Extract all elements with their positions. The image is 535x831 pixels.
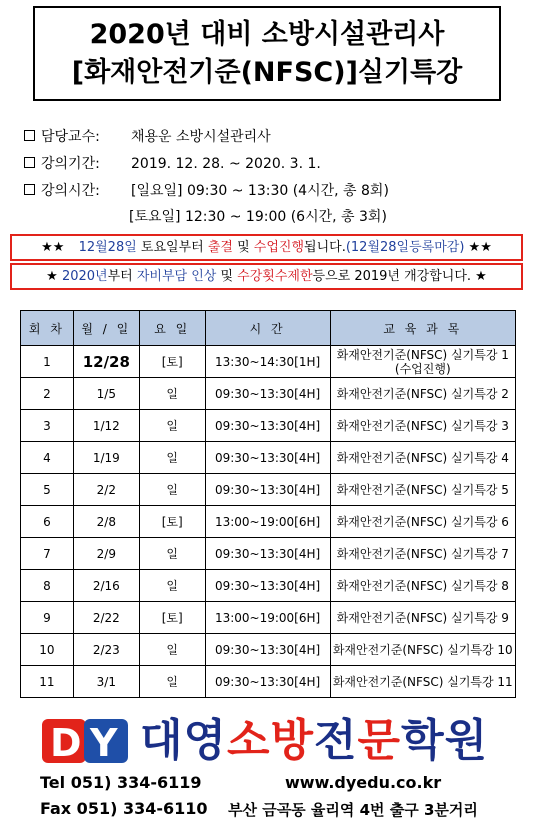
cell-date: 3/1: [73, 666, 139, 698]
subject-text: 화재안전기준(NFSC) 실기특강 9: [336, 611, 509, 625]
cell-subject: [330, 666, 515, 698]
subject-text: 화재안전기준(NFSC) 실기특강 2: [336, 387, 509, 401]
info-period: 강의기간: 2019. 12. 28. ~ 2020. 3. 1.: [24, 153, 321, 173]
cell-subject: [330, 570, 515, 602]
cell-date: 1/19: [73, 442, 139, 474]
table-row: [21, 474, 516, 506]
subject-text: 화재안전기준(NFSC) 실기특강 10: [332, 643, 513, 657]
contact-address: 부산 금곡동 율리역 4번 출구 3분거리: [228, 801, 478, 819]
info-professor: 담당교수: 채용운 소방시설관리사: [24, 126, 271, 146]
cell-session: 11: [21, 666, 74, 698]
subject-note: (수업진행): [394, 361, 451, 376]
square-bullet-icon: [24, 157, 35, 168]
info-time: 강의시간: [일요일] 09:30 ~ 13:30 (4시간, 총 8회): [24, 180, 389, 200]
subject-text: 화재안전기준(NFSC) 실기특강 5: [336, 483, 509, 497]
cell-date: 1/12: [73, 410, 139, 442]
cell-session: 4: [21, 442, 74, 474]
cell-session: 10: [21, 634, 74, 666]
title-line-1: 2020년 대비 소방시설관리사: [89, 19, 445, 50]
contact-fax: Fax 051) 334-6110: [40, 799, 208, 818]
cell-subject: [330, 410, 515, 442]
cell-date: 12/28: [73, 346, 139, 378]
cell-day: 일: [139, 666, 205, 698]
cell-time: 13:00~19:00[6H]: [205, 506, 330, 538]
cell-date: 1/5: [73, 378, 139, 410]
cell-subject: [330, 346, 515, 378]
notice-banner-start: ★★ 12월28일 토요일부터 출결 및 수업진행됩니다.(12월28일등록마감) ★★: [10, 234, 523, 261]
table-row: [21, 666, 516, 698]
svg-text:D: D: [50, 721, 82, 765]
notice-banner-price: ★ 2020년부터 자비부담 인상 및 수강횟수제한등으로 2019년 개강합니다. ★: [10, 263, 523, 290]
cell-subject: [330, 634, 515, 666]
header-session: 회 차: [21, 311, 74, 346]
cell-subject: [330, 506, 515, 538]
subject-text: 화재안전기준(NFSC) 실기특강 1: [336, 347, 509, 362]
subject-text: 화재안전기준(NFSC) 실기특강 11: [332, 675, 513, 689]
title-line-2: [화재안전기준(NFSC)]실기특강: [71, 57, 463, 88]
cell-time: 13:30~14:30[1H]: [205, 346, 330, 378]
cell-subject: [330, 538, 515, 570]
subject-text: 화재안전기준(NFSC) 실기특강 7: [336, 547, 509, 561]
cell-date: 2/16: [73, 570, 139, 602]
table-row: [21, 346, 516, 378]
cell-session: 1: [21, 346, 74, 378]
cell-day: 일: [139, 474, 205, 506]
svg-text:Y: Y: [90, 721, 118, 765]
title-box: [33, 6, 501, 101]
header-time: 시 간: [205, 311, 330, 346]
cell-day: 일: [139, 378, 205, 410]
cell-session: 8: [21, 570, 74, 602]
cell-subject: [330, 442, 515, 474]
table-row: [21, 538, 516, 570]
schedule-table: [20, 310, 516, 698]
subject-text: 화재안전기준(NFSC) 실기특강 3: [336, 419, 509, 433]
contact-web[interactable]: www.dyedu.co.kr: [285, 773, 442, 792]
cell-session: 9: [21, 602, 74, 634]
cell-time: 09:30~13:30[4H]: [205, 410, 330, 442]
cell-date: 2/8: [73, 506, 139, 538]
cell-time: 09:30~13:30[4H]: [205, 474, 330, 506]
cell-session: 6: [21, 506, 74, 538]
table-row: [21, 410, 516, 442]
cell-time: 09:30~13:30[4H]: [205, 378, 330, 410]
cell-time: 09:30~13:30[4H]: [205, 666, 330, 698]
cell-session: 7: [21, 538, 74, 570]
cell-time: 13:00~19:00[6H]: [205, 602, 330, 634]
cell-time: 09:30~13:30[4H]: [205, 570, 330, 602]
table-row: [21, 442, 516, 474]
header-subject: 교 육 과 목: [330, 311, 515, 346]
header-date: 월 / 일: [73, 311, 139, 346]
table-header-row: [21, 311, 516, 346]
table-row: [21, 378, 516, 410]
cell-date: 2/22: [73, 602, 139, 634]
subject-text: 화재안전기준(NFSC) 실기특강 8: [336, 579, 509, 593]
academy-name: 대영소방전문학원: [140, 715, 489, 766]
cell-day: 일: [139, 410, 205, 442]
cell-session: 3: [21, 410, 74, 442]
table-row: [21, 506, 516, 538]
cell-date: 2/23: [73, 634, 139, 666]
table-row: [21, 602, 516, 634]
square-bullet-icon: [24, 130, 35, 141]
cell-day: 일: [139, 538, 205, 570]
header-day: 요 일: [139, 311, 205, 346]
square-bullet-icon: [24, 184, 35, 195]
cell-day: 일: [139, 442, 205, 474]
cell-subject: [330, 474, 515, 506]
subject-text: 화재안전기준(NFSC) 실기특강 4: [336, 451, 509, 465]
table-row: [21, 570, 516, 602]
info-time-saturday: [토요일] 12:30 ~ 19:00 (6시간, 총 3회): [129, 209, 387, 225]
cell-day: [토]: [139, 346, 205, 378]
cell-date: 2/2: [73, 474, 139, 506]
subject-text: 화재안전기준(NFSC) 실기특강 6: [336, 515, 509, 529]
contact-tel: Tel 051) 334-6119: [40, 773, 202, 792]
cell-day: 일: [139, 634, 205, 666]
table-row: [21, 634, 516, 666]
cell-day: [토]: [139, 506, 205, 538]
cell-time: 09:30~13:30[4H]: [205, 634, 330, 666]
cell-session: 2: [21, 378, 74, 410]
cell-time: 09:30~13:30[4H]: [205, 538, 330, 570]
cell-time: 09:30~13:30[4H]: [205, 442, 330, 474]
cell-date: 2/9: [73, 538, 139, 570]
dy-logo-icon: [40, 713, 130, 769]
cell-day: 일: [139, 570, 205, 602]
cell-subject: [330, 378, 515, 410]
cell-session: 5: [21, 474, 74, 506]
cell-day: [토]: [139, 602, 205, 634]
cell-subject: [330, 602, 515, 634]
